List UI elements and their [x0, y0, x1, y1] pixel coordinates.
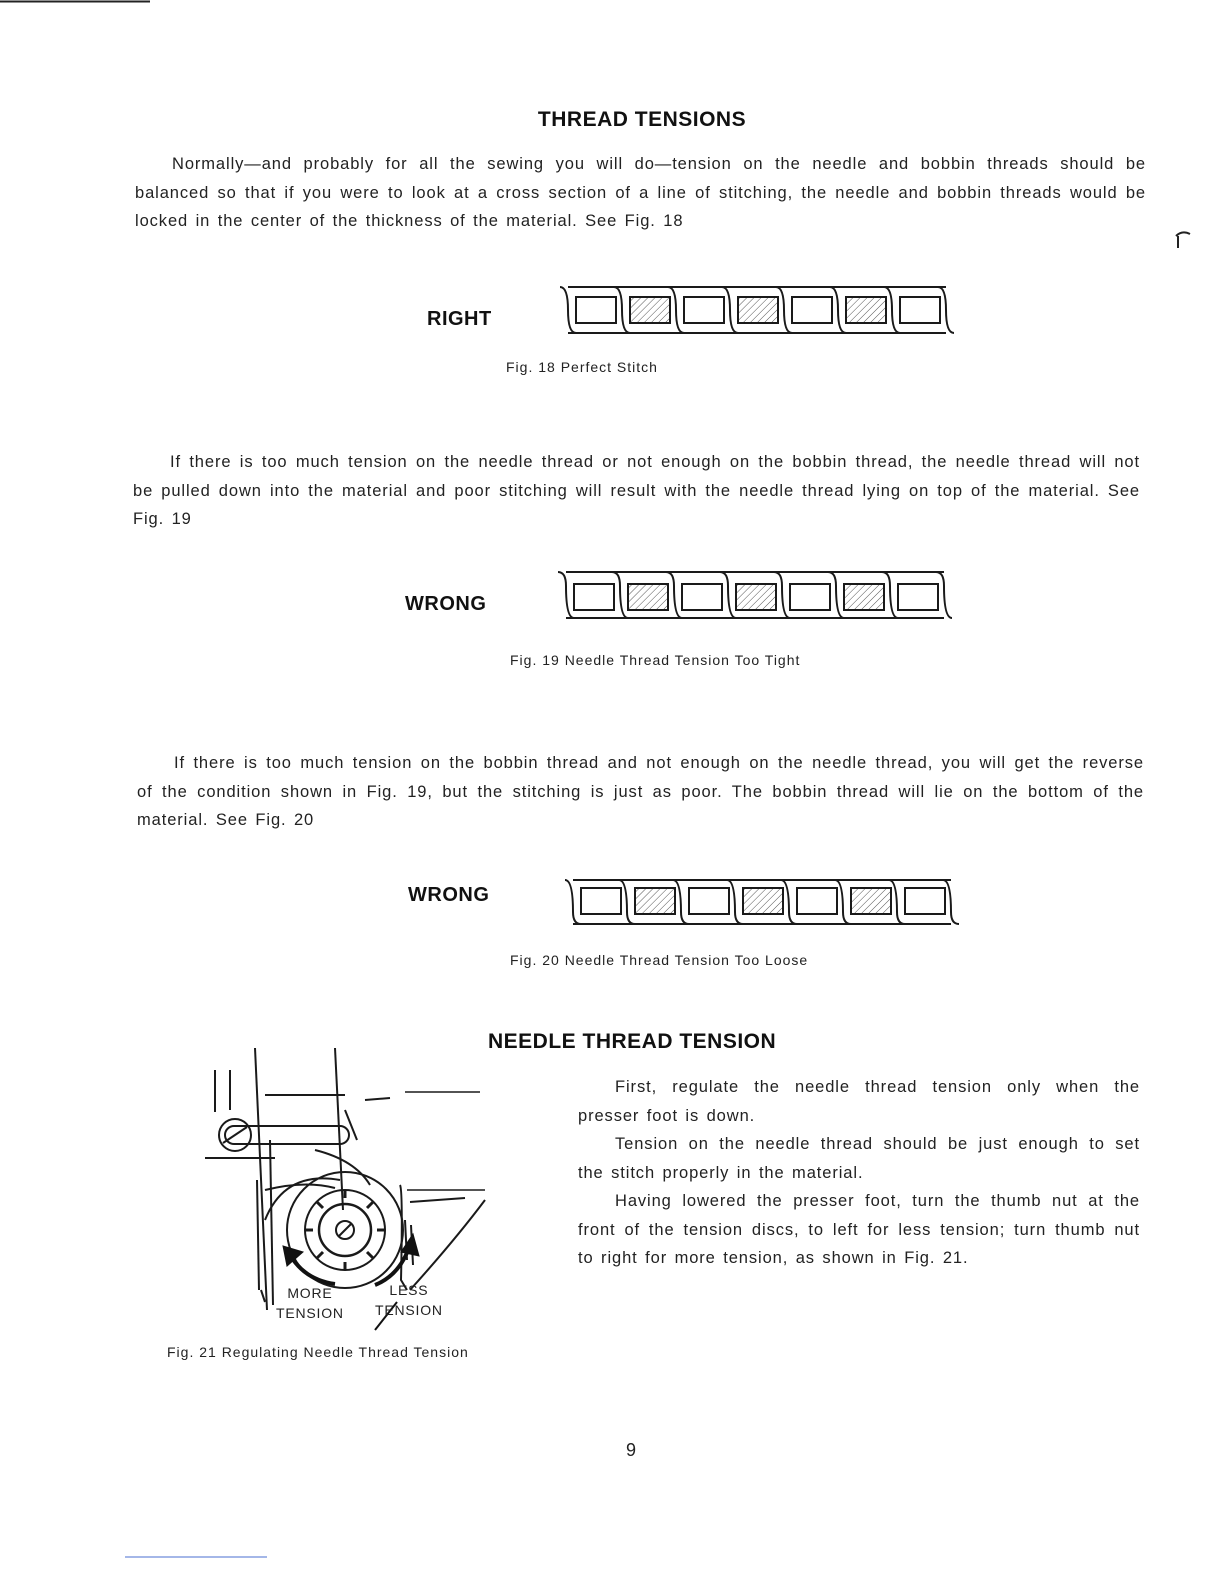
- margin-mark-icon: [1172, 228, 1202, 258]
- fig21-caption: Fig. 21 Regulating Needle Thread Tension: [167, 1344, 469, 1360]
- needle-tension-heading: NEEDLE THREAD TENSION: [488, 1030, 777, 1053]
- less-label-line2: TENSION: [375, 1302, 443, 1318]
- less-tension-label: [375, 1280, 443, 1320]
- tight-text: If there is too much tension on the needle thread or not enough on the bobbin thread, the needle thread will not be pulled down into the material and poor stitching will result with the needle thread lying on top of the material. See Fig. 19: [133, 453, 1140, 528]
- material-block: [630, 297, 670, 323]
- top-rule: [0, 0, 160, 6]
- stitch-loop: [560, 287, 576, 333]
- material-block: [689, 888, 729, 914]
- fig19-caption: Fig. 19 Needle Thread Tension Too Tight: [510, 652, 801, 668]
- material-block: [738, 297, 778, 323]
- tight-paragraph: [133, 448, 1140, 534]
- less-label-line1: LESS: [389, 1282, 429, 1298]
- material-block: [844, 584, 884, 610]
- material-block: [743, 888, 783, 914]
- material-block: [574, 584, 614, 610]
- material-block: [790, 584, 830, 610]
- needle-para-2: Tension on the needle thread should be just enough to set the stitch properly in the material.: [578, 1135, 1140, 1182]
- fig21-tension-dial-illustration: [195, 1040, 495, 1340]
- material-block: [792, 297, 832, 323]
- stitch-loop: [565, 880, 581, 924]
- fig20-stitch-diagram: [555, 866, 965, 936]
- more-label-line1: MORE: [287, 1285, 333, 1301]
- more-tension-label: [276, 1283, 344, 1323]
- material-block: [684, 297, 724, 323]
- intro-paragraph: [135, 150, 1146, 236]
- material-block: [581, 888, 621, 914]
- page-title: THREAD TENSIONS: [537, 108, 747, 131]
- needle-para-1: First, regulate the needle thread tension only when the presser foot is down.: [578, 1078, 1140, 1125]
- material-block: [851, 888, 891, 914]
- loose-text: If there is too much tension on the bobbin thread and not enough on the needle thread, you will get the reverse of the condition shown in Fig. 19, but the stitching is just as poor. The bobbin thread will lie on the bottom of the material. See Fig. 20: [137, 754, 1144, 829]
- material-block: [628, 584, 668, 610]
- bottom-rule: [125, 1555, 275, 1559]
- material-block: [682, 584, 722, 610]
- intro-text: Normally—and probably for all the sewing you will do—tension on the needle and bobbin threads should be balanced so that if you were to look at a cross section of a line of stitching, the needle and bobbin threads would be locked in the center of the thickness of the material. See Fig. 18: [135, 155, 1146, 230]
- stitch-loop: [558, 572, 574, 618]
- more-label-line2: TENSION: [276, 1305, 344, 1321]
- needle-para-3: Having lowered the presser foot, turn the thumb nut at the front of the tension discs, to left for less tension; turn thumb nut to right for more tension, as shown in Fig. 21.: [578, 1192, 1140, 1267]
- fig19-label: WRONG: [405, 593, 487, 615]
- material-block: [905, 888, 945, 914]
- loose-paragraph: [137, 749, 1144, 835]
- fig20-label: WRONG: [408, 884, 490, 906]
- material-block: [576, 297, 616, 323]
- fig18-label: RIGHT: [427, 308, 492, 330]
- fig19-stitch-diagram: [548, 562, 958, 632]
- material-block: [635, 888, 675, 914]
- material-block: [797, 888, 837, 914]
- material-block: [898, 584, 938, 610]
- fig18-caption: Fig. 18 Perfect Stitch: [506, 359, 658, 375]
- material-block: [736, 584, 776, 610]
- material-block: [900, 297, 940, 323]
- fig18-stitch-diagram: [550, 275, 960, 345]
- needle-tension-paragraphs: [578, 1073, 1140, 1273]
- material-block: [846, 297, 886, 323]
- page-number: 9: [626, 1440, 637, 1460]
- fig20-caption: Fig. 20 Needle Thread Tension Too Loose: [510, 952, 809, 968]
